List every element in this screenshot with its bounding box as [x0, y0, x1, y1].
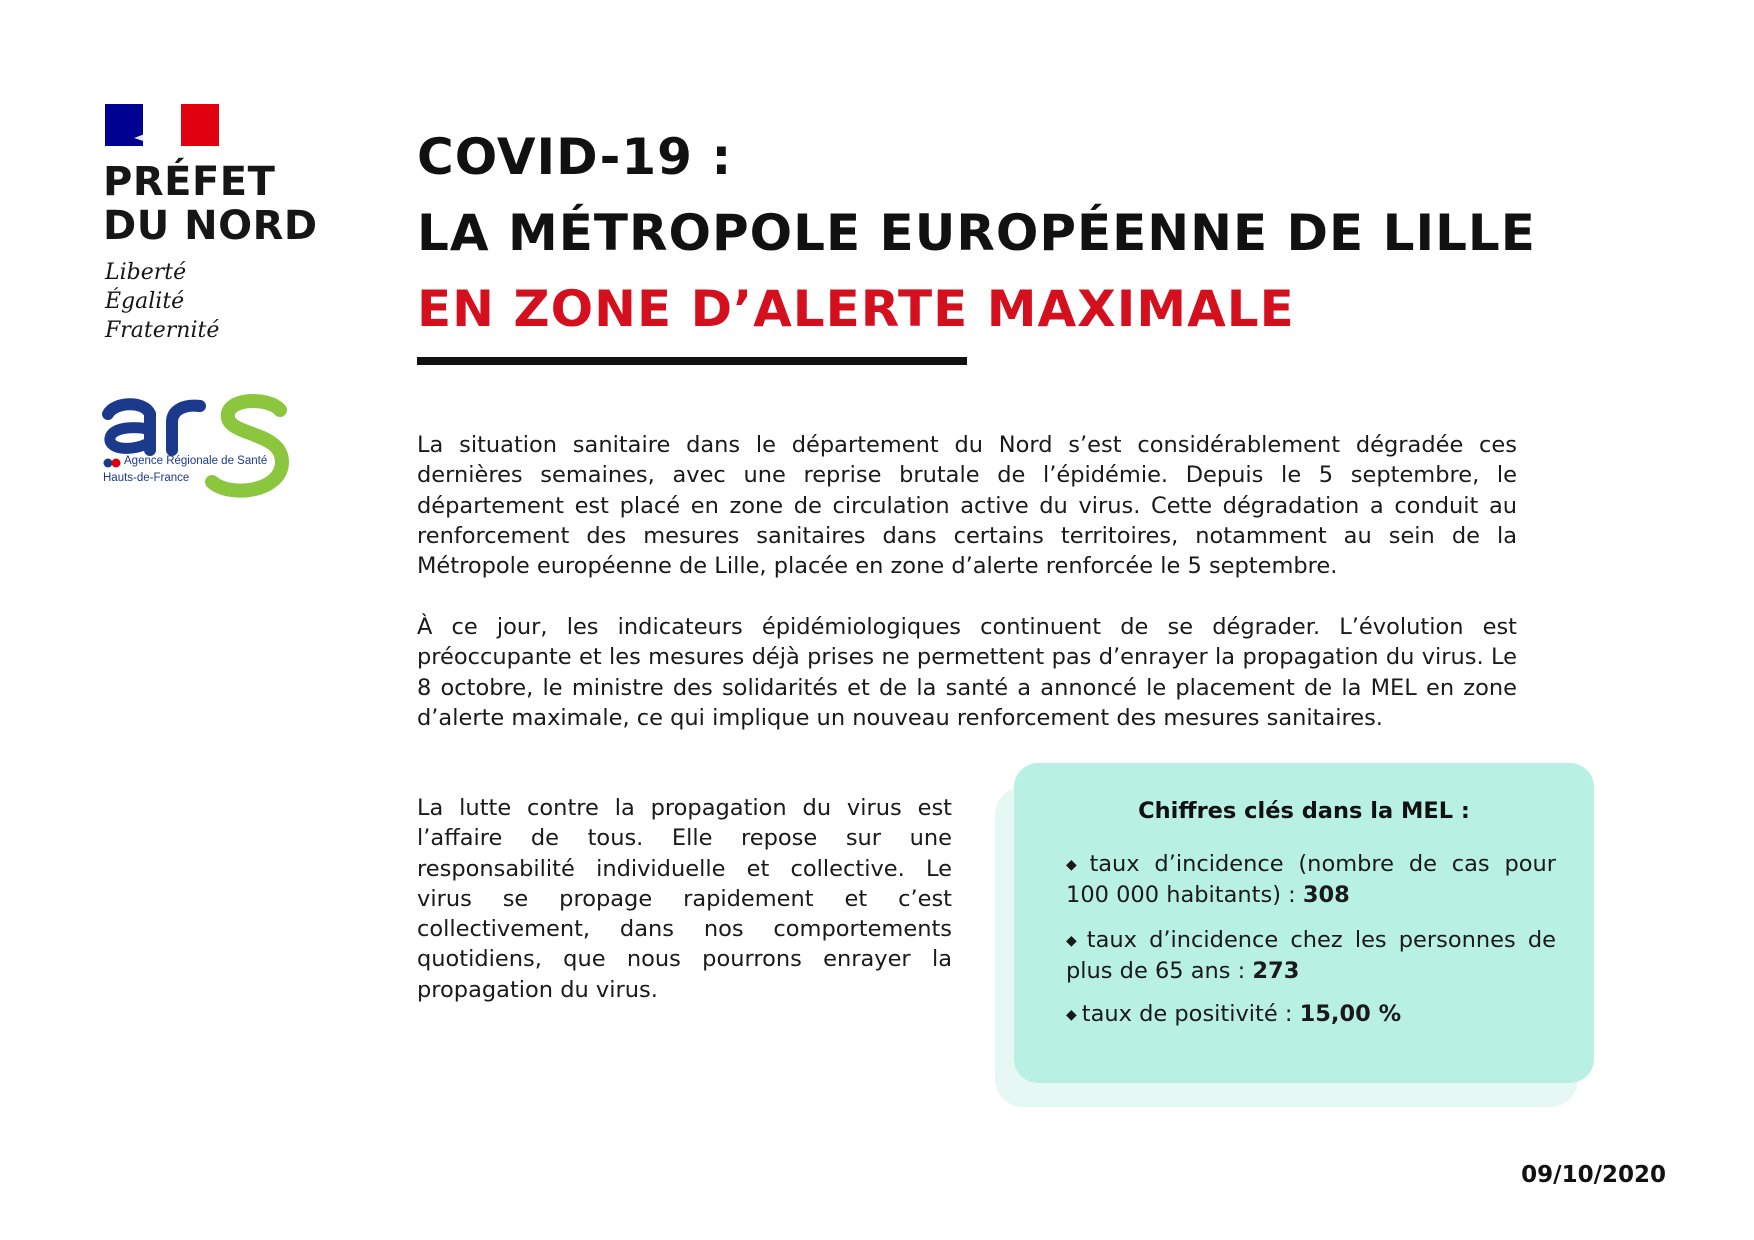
diamond-bullet-icon: ◆ — [1066, 857, 1085, 873]
diamond-bullet-icon: ◆ — [1066, 1007, 1077, 1023]
diamond-bullet-icon: ◆ — [1066, 933, 1082, 949]
ars-wordmark-graphic — [100, 392, 300, 504]
ars-logo — [100, 392, 300, 504]
title-line-3-alert: EN ZONE D’ALERTE MAXIMALE — [417, 280, 1295, 338]
ars-region-name: Hauts-de-France — [103, 472, 190, 484]
publication-date: 09/10/2020 — [1521, 1162, 1666, 1188]
key-figures-title: Chiffres clés dans la MEL : — [1138, 798, 1470, 824]
ars-agency-name: Agence Régionale de Santé — [124, 455, 268, 467]
paragraph-collective-effort: La lutte contre la propagation du virus est l’affaire de tous. Elle repose sur une responsabilité individuelle et collective. Le virus se propage rapidement et c’est collectivement, dans nos comportements quotidiens, que nous pourrons enrayer la propagation du virus. — [417, 795, 952, 1003]
key-figure-label: taux de positivité : — [1081, 1001, 1300, 1027]
key-figure-item — [1066, 849, 1556, 911]
key-figure-label: taux d’incidence (nombre de cas pour 100 000 habitants) : — [1066, 851, 1556, 909]
key-figures-box — [1014, 763, 1594, 1083]
key-figure-item — [1066, 999, 1556, 1030]
key-figure-value: 273 — [1252, 958, 1300, 985]
title-underline-divider — [417, 357, 967, 365]
title-line-1: COVID-19 : — [417, 128, 733, 186]
marianne-icon — [120, 108, 200, 150]
ars-dots-icon — [103, 457, 123, 469]
key-figure-item — [1066, 925, 1556, 987]
paragraph-current-state: À ce jour, les indicateurs épidémiologiques continuent de se dégrader. L’évolution est préoccupante et les mesures déjà prises ne permettent pas d’enrayer la propagation du virus. Le 8 octobre, le ministre des solidarités et de la santé a annoncé le placement de la MEL en zone d’alerte maximale, ce qui implique un nouveau renforcement des mesures sanitaires. — [417, 614, 1517, 731]
key-figure-value: 15,00 % — [1299, 1001, 1402, 1027]
paragraph-situation: La situation sanitaire dans le département du Nord s’est considérablement dégradée ces dernières semaines, avec une reprise brutale de l’épidémie. Depuis le 5 septembre, le département est placé en zone de circulation active du virus. Cette dégradation a conduit au renforcement des mesures sanitaires dans certains territoires, notamment au sein de la Métropole européenne de Lille, placée en zone d’alerte renforcée le 5 septembre. — [417, 432, 1517, 580]
key-figure-value: 308 — [1302, 882, 1350, 909]
republic-motto: Liberté Égalité Fraternité — [105, 260, 220, 343]
title-line-2: LA MÉTROPOLE EUROPÉENNE DE LILLE — [417, 204, 1536, 262]
key-figure-label: taux d’incidence chez les personnes de plus de 65 ans : — [1066, 927, 1556, 985]
authority-name: PRÉFET DU NORD — [103, 159, 318, 249]
